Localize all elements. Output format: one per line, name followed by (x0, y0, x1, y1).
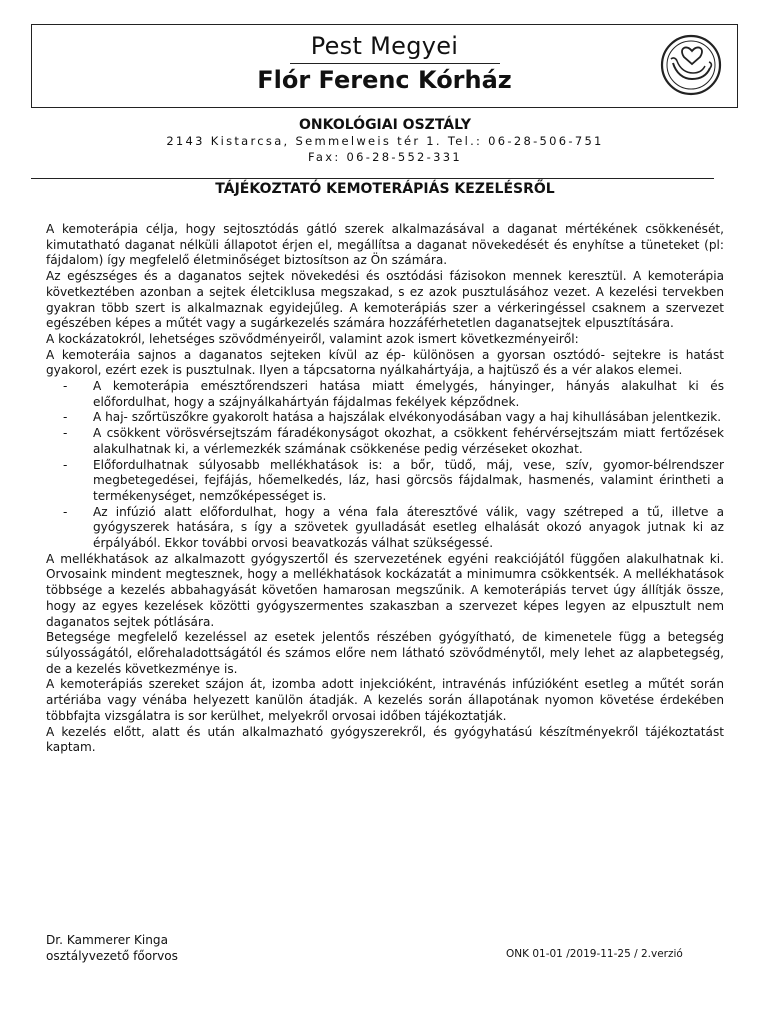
document-title: TÁJÉKOZTATÓ KEMOTERÁPIÁS KEZELÉSRŐL (215, 181, 555, 197)
signature-block (46, 932, 178, 964)
side-effects-list (46, 379, 724, 552)
hospital-name: Flór Ferenc Kórház (257, 66, 512, 94)
header-divider (31, 178, 714, 179)
list-item: - A kemoterápia emésztőrendszeri hatása miatt émelygés, hányinger, hányás alakulhat ki és előfordulhat, hogy a szájnyálkahártyán fájdalmas fekélyek képződnek. (46, 379, 724, 410)
list-item: - Az infúzió alatt előfordulhat, hogy a véna fala áteresztővé válik, vagy szétreped a tű, illetve a gyógyszerek hatására, s így a szövetek gyulladását esetleg elhalását okozó anyagok jutnak ki az érpályából. Ekkor további orvosi beavatkozás válhat szükségessé. (46, 505, 724, 552)
county-name: Pest Megyei (310, 32, 459, 60)
hands-holding-heart-logo-icon (659, 33, 723, 97)
document-id: ONK 01-01 /2019-11-25 / 2.verzió (506, 948, 683, 960)
paragraph: A kemoterápia célja, hogy sejtosztódás gátló szerek alkalmazásával a daganat mértékének csökkenését, kimutatható daganat nélküli állapotot érjen el, megállítsa a daganat növekedését és enyhítse a tüneteket (pl: fájdalom) így megfelelő életminőséget biztosítson az Ön számára. (46, 222, 724, 268)
letterhead-box (31, 24, 738, 108)
department-heading: ONKOLÓGIAI OSZTÁLY (299, 117, 471, 133)
paragraph: A kemoteráia sajnos a daganatos sejteken kívül az ép- különösen a gyorsan osztódó- sejtekre is hatást gyakorol, ezért ezek is pusztulnak. Ilyen a tápcsatorna nyálkahártyája, a hajtüsző és a vér alakos elemei. (46, 347, 724, 378)
fax-line: Fax: 06-28-552-331 (308, 150, 462, 164)
paragraph: Az egészséges és a daganatos sejtek növekedési és osztódási fázisokon mennek keresztül. A kemoterápia következtében azonban a sejtek életciklusa megszakad, s ez azok pusztulásához vezet. A kezelési tervekben gyakran több szert is alkalmaznak egyidejűleg. A kemoterápiás szer a vérkeringéssel csaknem a szervezet egészében képes a műtét vagy a sugárkezelés számára hozzáférhetetlen daganatsejtek elpusztítására. (46, 269, 724, 331)
paragraph: A kemoterápiás szereket szájon át, izomba adott injekcióként, intravénás infúzióként esetleg a műtét során artériába vagy vénába helyezett kanülön átadják. A kezelés során állapotának nyomon követése érdekében többfajta vizsgálatra is sor kerülhet, melyekről orvosai időben tájékoztatják. (46, 677, 724, 723)
paragraph: Betegsége megfelelő kezeléssel az esetek jelentős részében gyógyítható, de kimenetele függ a betegség súlyosságától, előrehaladottságától és számos előre nem látható szövődménytől, mely lehet az alapbetegség, de a kezelés következménye is. (46, 630, 724, 676)
paragraph: A kockázatokról, lehetséges szövődményeiről, valamint azok ismert következményeiről: (46, 331, 579, 346)
signature-name: Dr. Kammerer Kinga (46, 933, 168, 947)
signature-role: osztályvezető főorvos (46, 949, 178, 963)
paragraph: A kezelés előtt, alatt és után alkalmazható gyógyszerekről, és gyógyhatású készítményekről tájékoztatást kaptam. (46, 724, 724, 755)
address-line: 2143 Kistarcsa, Semmelweis tér 1. Tel.: 06-28-506-751 (166, 134, 604, 148)
document-body (46, 222, 724, 756)
county-underline (290, 63, 500, 64)
list-item: - A csökkent vörösvérsejtszám fáradékonyságot okozhat, a csökkent fehérvérsejtszám miatt fertőzések alakulhatnak ki, a vérlemezkék számának csökkenése pedig vérzéseket okozhat. (46, 426, 724, 457)
list-item: - A haj- szőrtüszőkre gyakorolt hatása a hajszálak elvékonyodásában vagy a haj kihullásában jelentkezik. (46, 410, 724, 426)
paragraph: A mellékhatások az alkalmazott gyógyszertől és szervezetének egyéni reakciójától függően alakulhatnak ki. Orvosaink mindent megtesznek, hogy a mellékhatások kockázatát a minimumra csökkentsék. A mellékhatások többsége a kezelés abbahagyását követően hamarosan megszűnik. A kemoterápiás tervet úgy állítják össze, hogy az egyes kezelések közötti gyógyszermentes szakaszban a szervezet képes legyen az elpusztult nem daganatos sejtek pótlására. (46, 551, 724, 629)
list-item: - Előfordulhatnak súlyosabb mellékhatások is: a bőr, tüdő, máj, vese, szív, gyomor-bélrendszer megbetegedései, fejfájás, hőemelkedés, láz, hasi görcsös fájdalmak, hasmenés, valamint érintheti a termékenységet, nemzőképességet is. (46, 458, 724, 505)
